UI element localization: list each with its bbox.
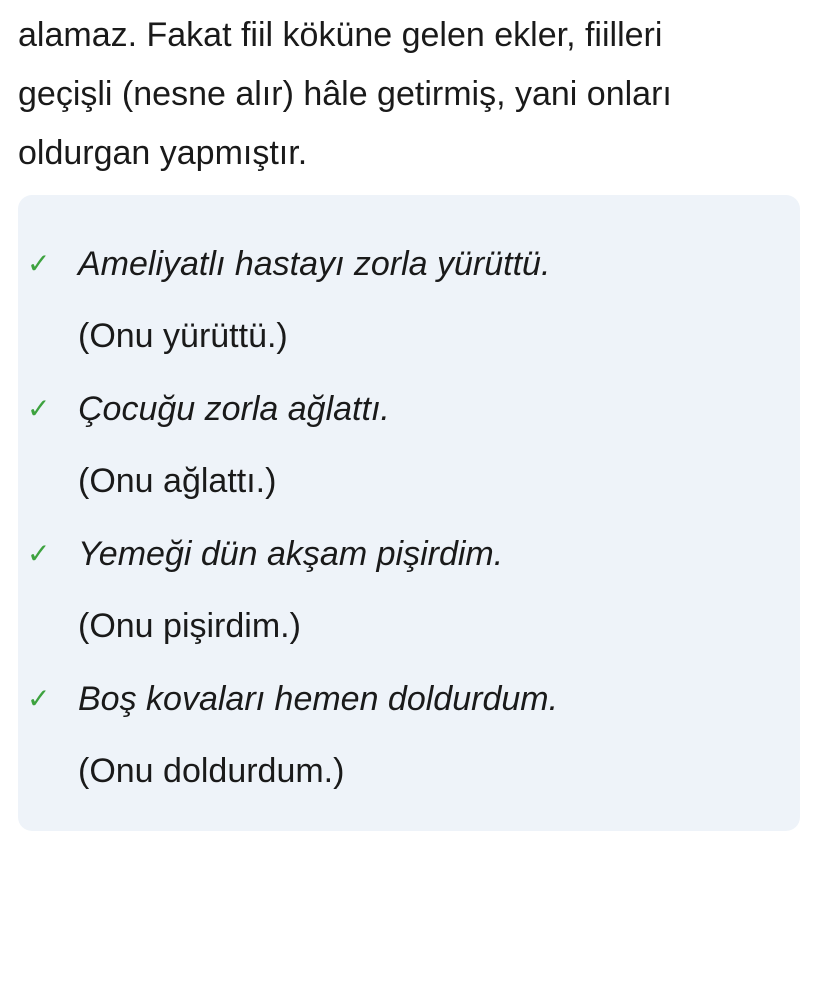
example-sentence: Ameliyatlı hastayı zorla yürüttü. xyxy=(78,245,551,283)
check-icon: ✓ xyxy=(27,247,51,280)
intro-paragraph xyxy=(18,6,808,183)
example-pronoun-form: (Onu doldurdum.) xyxy=(78,752,345,790)
intro-line: alamaz. Fakat fiil köküne gelen ekler, fiilleri xyxy=(18,16,663,54)
example-pronoun-form: (Onu yürüttü.) xyxy=(78,317,288,355)
intro-line: geçişli (nesne alır) hâle getirmiş, yani onları xyxy=(18,75,672,113)
example-sentence: Boş kovaları hemen doldurdum. xyxy=(78,680,559,718)
check-icon: ✓ xyxy=(27,682,51,715)
example-sentence: Çocuğu zorla ağlattı. xyxy=(78,390,390,428)
example-sentence: Yemeği dün akşam pişirdim. xyxy=(78,535,504,573)
example-box xyxy=(18,195,800,831)
check-icon: ✓ xyxy=(27,537,51,570)
example-pronoun-form: (Onu pişirdim.) xyxy=(78,607,301,645)
check-icon: ✓ xyxy=(27,392,51,425)
intro-line: oldurgan yapmıştır. xyxy=(18,134,308,172)
example-pronoun-form: (Onu ağlattı.) xyxy=(78,462,277,500)
